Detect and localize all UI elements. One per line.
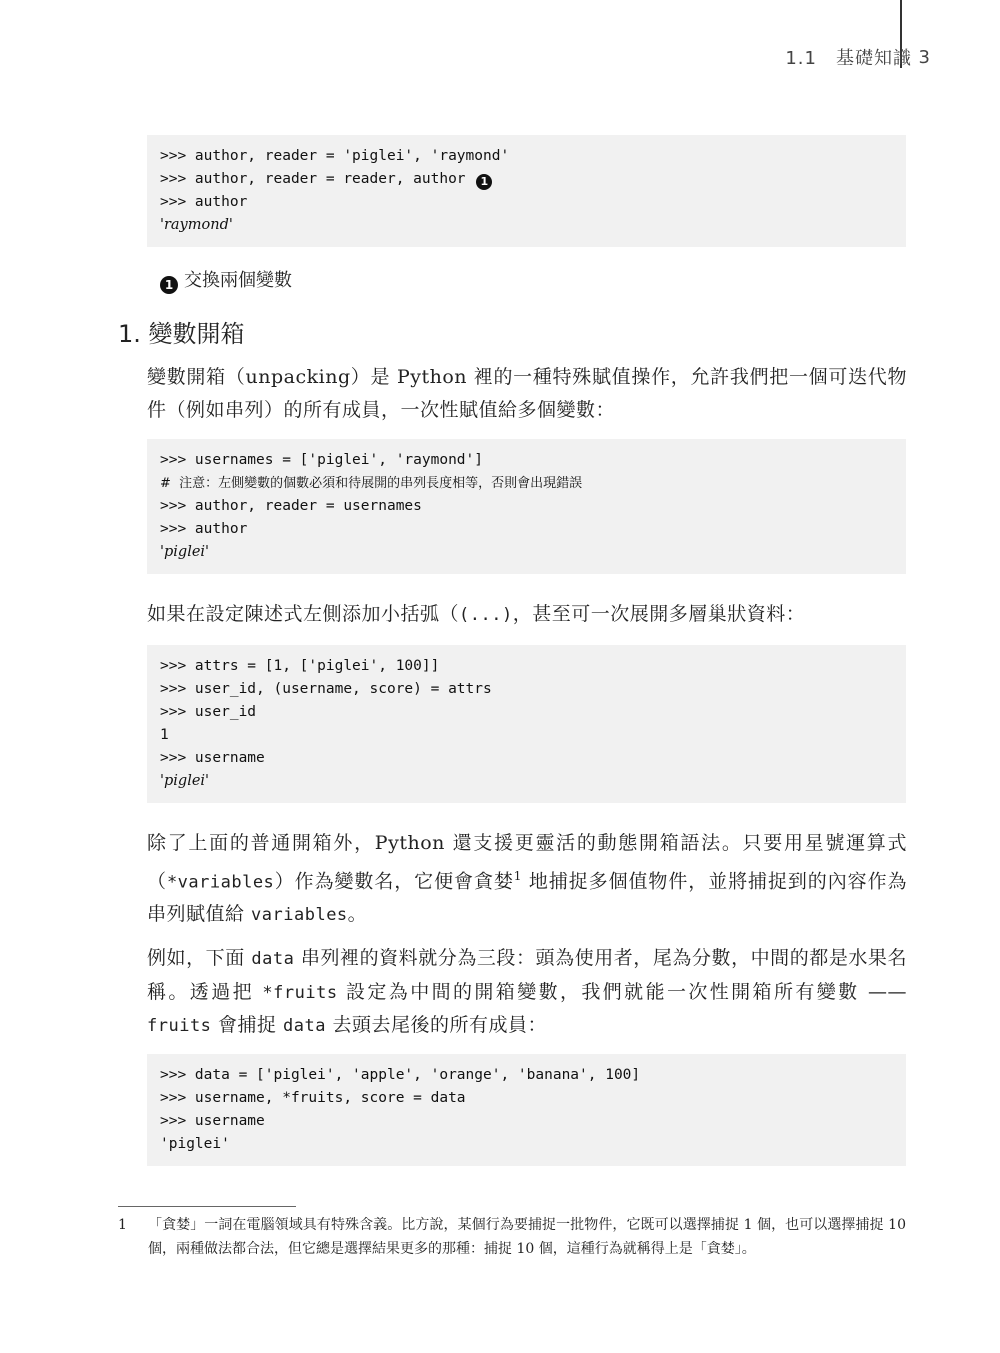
code-output: 'piglei' — [160, 773, 210, 789]
code-line: >>> attrs = [1, ['piglei', 100]] — [160, 658, 440, 674]
paragraph-example: 例如，下面 data 串列裡的資料就分為三段：頭為使用者，尾為分數，中間的都是水果名稱。透過把 *fruits 設定為中間的開箱變數，我們就能一次性開箱所有變數 —— fruits 會捕捉 data 去頭去尾後的所有成員： — [147, 947, 907, 1036]
code-line: >>> author, reader = usernames — [160, 498, 422, 514]
footnote-ref[interactable]: 1 — [513, 868, 522, 883]
inline-code: data — [251, 949, 295, 969]
code-output: 'piglei' — [160, 544, 210, 560]
code-line: >>> username — [160, 750, 265, 766]
paragraph-nested: 如果在設定陳述式左側添加小括弧（(...)，甚至可一次展開多層巢狀資料： — [147, 603, 806, 625]
callout-1-icon: 1 — [476, 174, 492, 190]
page-number: 3 — [918, 46, 930, 68]
paragraph-intro: 變數開箱（unpacking）是 Python 裡的一種特殊賦值操作，允許我們把一個可迭代物件（例如串列）的所有成員，一次性賦值給多個變數： — [147, 366, 907, 421]
running-header — [785, 44, 930, 70]
code-line: >>> author, reader = 'piglei', 'raymond' — [160, 148, 510, 164]
code-line: >>> author — [160, 521, 248, 537]
code-line: >>> user_id, (username, score) = attrs — [160, 681, 492, 697]
code-line: >>> usernames = ['piglei', 'raymond'] — [160, 452, 484, 468]
inline-code: data — [283, 1016, 326, 1036]
code-block-swap — [147, 135, 906, 247]
code-output: 'raymond' — [160, 217, 233, 233]
code-output: 1 — [160, 727, 169, 743]
inline-code: variables — [251, 905, 348, 926]
code-block-fruits — [147, 1054, 906, 1166]
paragraph-star-expr: 除了上面的普通開箱外，Python 還支援更靈活的動態開箱語法。只要用星號運算式（*variables）作為變數名，它便會貪婪$^1$ 地捕捉多個值物件，並將捕捉到的內容作為串列賦值給 variables。 — [147, 832, 907, 926]
inline-code: (...) — [459, 605, 513, 625]
callout-note — [160, 266, 292, 294]
inline-code: fruits — [147, 1016, 212, 1036]
header-section-title: 1.1 基礎知識 — [785, 48, 912, 69]
section-heading: 1. 變數開箱 — [118, 320, 245, 348]
code-comment: # 注意：左側變數的個數必須和待展開的串列長度相等，否則會出現錯誤 — [160, 476, 583, 491]
code-block-usernames — [147, 439, 906, 574]
code-line: >>> data = ['piglei', 'apple', 'orange', 'banana', 100] — [160, 1067, 641, 1083]
code-block-nested — [147, 645, 906, 803]
inline-code: *variables — [166, 871, 275, 892]
code-output: 'piglei' — [160, 1136, 230, 1152]
callout-1-icon: 1 — [160, 276, 178, 294]
footnote-divider — [118, 1206, 296, 1207]
inline-code: *fruits — [262, 982, 338, 1003]
footnote-number: 1 — [118, 1217, 127, 1233]
code-line: >>> username, *fruits, score = data — [160, 1090, 466, 1106]
code-line: >>> author, reader = reader, author 1 — [160, 168, 893, 191]
code-line: >>> username — [160, 1113, 265, 1129]
code-line: >>> author — [160, 194, 248, 210]
footnote-text: 「貪婪」一詞在電腦領域具有特殊含義。比方說，某個行為要捕捉一批物件，它既可以選擇捕捉 1 個，也可以選擇捕捉 10 個，兩種做法都合法，但它總是選擇結果更多的那種：捕捉 10 個，這種行為就稱得上是「貪婪」。 — [148, 1217, 906, 1257]
callout-note-text: 交換兩個變數 — [184, 270, 292, 291]
code-line: >>> user_id — [160, 704, 257, 720]
